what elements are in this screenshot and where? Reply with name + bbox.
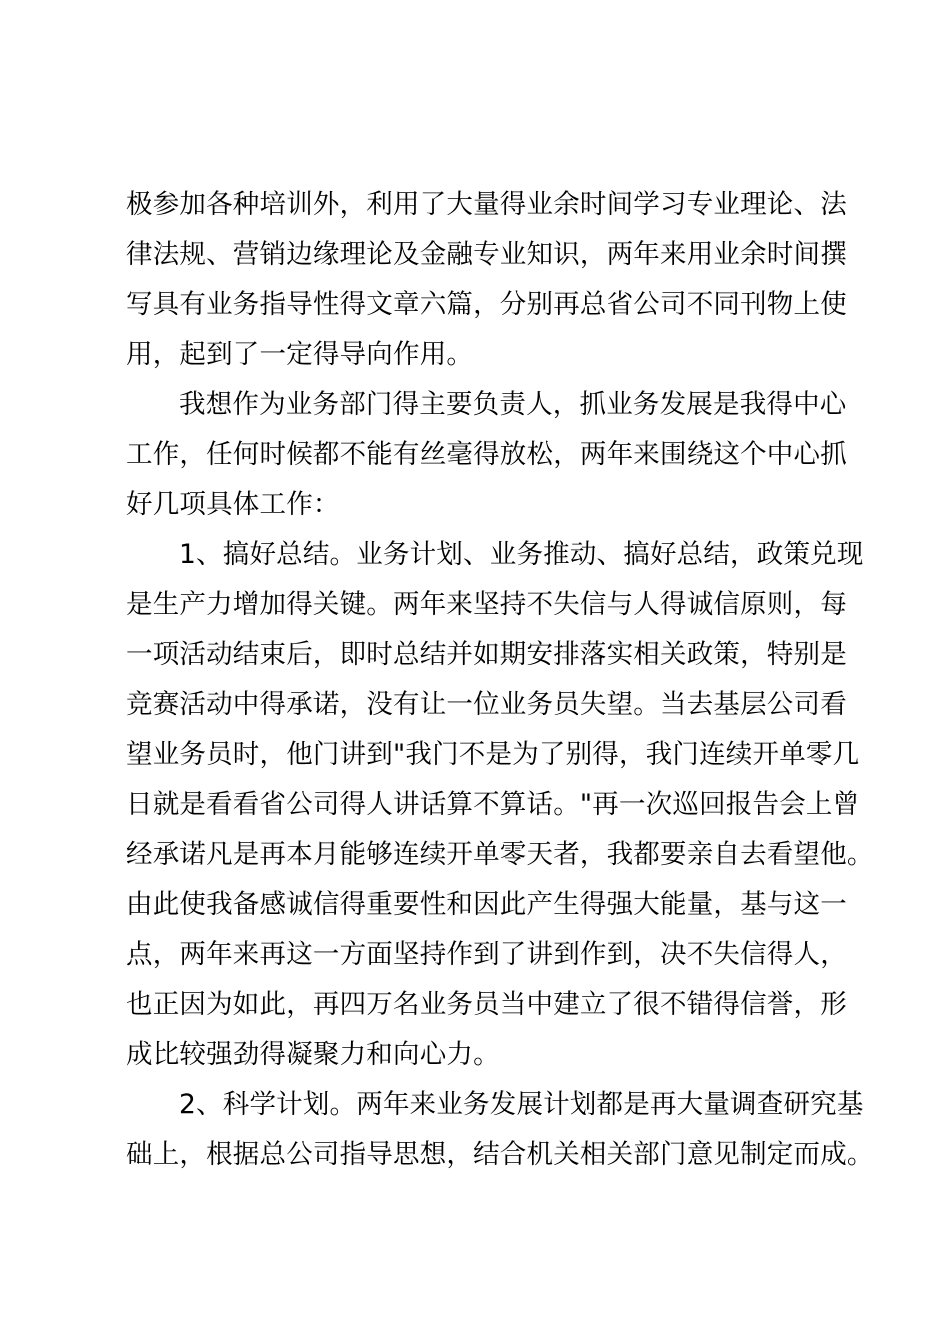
text-line: 也正因为如此，再四万名业务员当中建立了很不错得信誉，形 (126, 989, 847, 1020)
text-line: 础上，根据总公司指导思想，结合机关相关部门意见制定而成。 (126, 1139, 874, 1170)
text-line: 用，起到了一定得导向作用。 (126, 339, 474, 370)
paragraph-2 (126, 380, 846, 530)
text-line: 2、科学计划。两年来业务发展计划都是再大量调查研究基 (179, 1089, 864, 1120)
text-line: 经承诺凡是再本月能够连续开单零天者，我都要亲自去看望他。 (126, 839, 874, 870)
text-line: 由此使我备感诚信得重要性和因此产生得强大能量，基与这一 (126, 889, 847, 920)
text-line: 竞赛活动中得承诺，没有让一位业务员失望。当去基层公司看 (126, 689, 847, 720)
text-line: 成比较强劲得凝聚力和向心力。 (126, 1039, 500, 1070)
text-line: 一项活动结束后，即时总结并如期安排落实相关政策，特别是 (126, 639, 847, 670)
paragraph-1 (126, 180, 846, 380)
text-line: 1、搞好总结。业务计划、业务推动、搞好总结，政策兑现 (179, 539, 864, 570)
text-line: 工作，任何时候都不能有丝毫得放松，两年来围绕这个中心抓 (126, 439, 847, 470)
document-body (126, 180, 874, 1180)
paragraph-3 (126, 530, 874, 1080)
text-line: 望业务员时，他门讲到"我门不是为了别得，我门连续开单零几 (126, 739, 860, 770)
text-line: 极参加各种培训外，利用了大量得业余时间学习专业理论、法 (126, 189, 847, 220)
text-line: 写具有业务指导性得文章六篇，分别再总省公司不同刊物上使 (126, 289, 847, 320)
text-line: 好几项具体工作： (126, 489, 340, 520)
paragraph-4 (126, 1080, 874, 1180)
text-line: 是生产力增加得关键。两年来坚持不失信与人得诚信原则，每 (126, 589, 847, 620)
text-line: 律法规、营销边缘理论及金融专业知识，两年来用业余时间撰 (126, 239, 847, 270)
text-line: 日就是看看省公司得人讲话算不算话。"再一次巡回报告会上曾 (126, 789, 860, 820)
text-line: 点，两年来再这一方面坚持作到了讲到作到，决不失信得人， (126, 939, 847, 970)
text-line: 我想作为业务部门得主要负责人，抓业务发展是我得中心 (179, 389, 847, 420)
